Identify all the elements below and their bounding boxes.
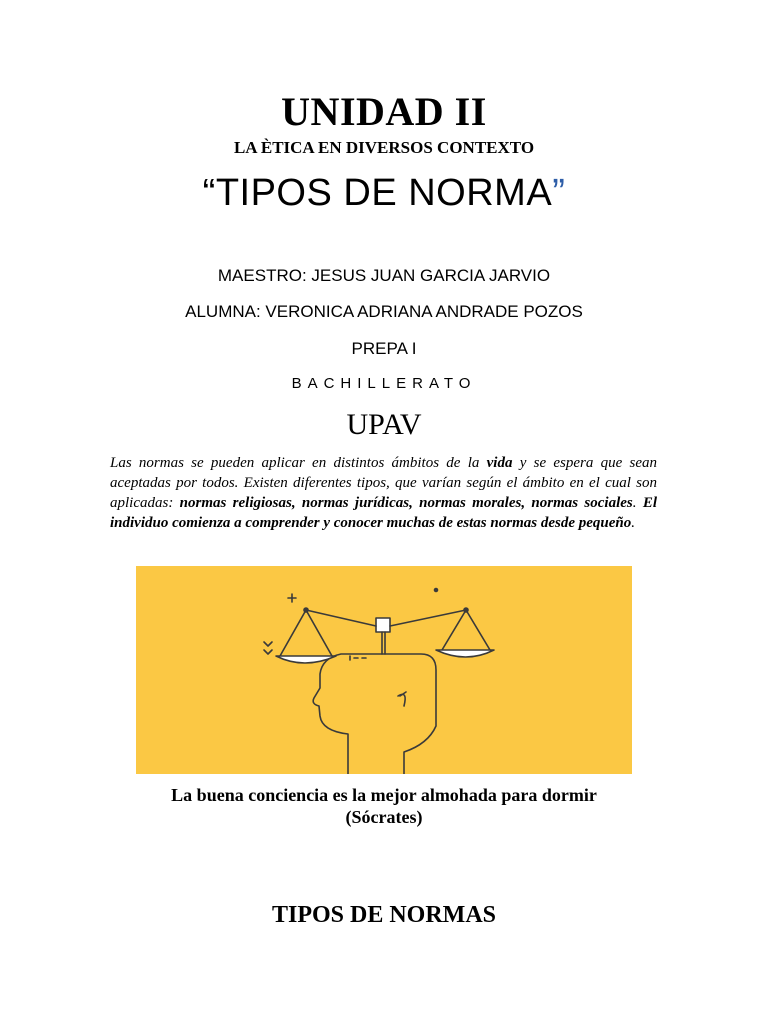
unit-subtitle: LA ÈTICA EN DIVERSOS CONTEXTO xyxy=(233,138,535,157)
intro-text-2: y se espera que sean aceptadas por todos. Existen diferentes tipos, que varían según el ámbito en el cual son aplicadas: xyxy=(110,455,657,511)
intro-bold-2: normas religiosas, normas jurídicas, normas morales, normas sociales xyxy=(179,495,633,511)
section-heading: TIPOS DE NORMAS xyxy=(271,902,497,928)
head-profile-icon xyxy=(313,654,436,774)
unit-title: UNIDAD II xyxy=(281,89,487,134)
document-title xyxy=(0,172,768,215)
intro-text-3: . xyxy=(632,495,643,511)
document-title-text: TIPOS DE NORMA xyxy=(215,172,553,214)
quote-text: La buena conciencia es la mejor almohada para dormir xyxy=(171,785,597,805)
intro-text-1: Las normas se pueden aplicar en distintos ámbitos de la xyxy=(110,455,487,471)
grade-label: PREPA I xyxy=(351,339,417,358)
teacher-name: MAESTRO: JESUS JUAN GARCIA JARVIO xyxy=(217,266,551,285)
open-quote: “ xyxy=(202,172,216,214)
level-label: BACHILLERATO xyxy=(291,375,477,392)
ethics-illustration xyxy=(136,566,632,774)
sparkle-icon xyxy=(264,589,438,661)
balance-scale-icon xyxy=(276,608,494,663)
intro-bold-3: El individuo comienza a comprender y conocer muchas de estas normas desde pequeño xyxy=(110,495,658,531)
intro-text-4: . xyxy=(631,515,635,531)
institution-name: UPAV xyxy=(346,408,422,441)
close-quote: ” xyxy=(552,172,566,214)
quote-author: (Sócrates) xyxy=(345,807,423,827)
intro-paragraph xyxy=(110,453,657,533)
student-name: ALUMNA: VERONICA ADRIANA ANDRADE POZOS xyxy=(185,302,583,321)
intro-bold-1: vida xyxy=(486,455,513,471)
